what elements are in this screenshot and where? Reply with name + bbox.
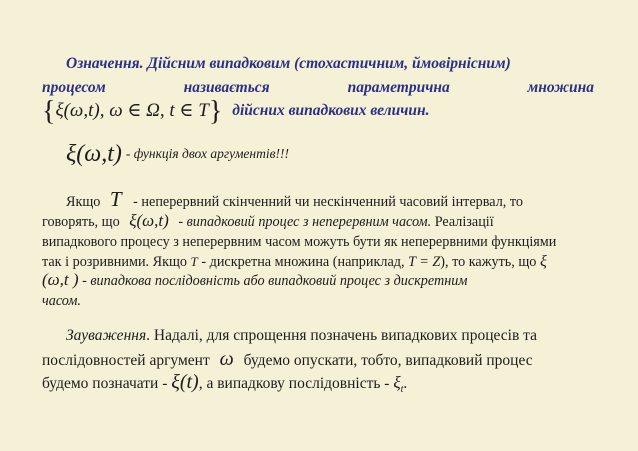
p1-line4-mid: - дискретна множина (наприклад, [201,254,405,270]
remark-line-3 [42,371,407,395]
remark-line-2 [42,348,533,371]
remark-xi-subscript: t [400,384,404,396]
remark-line2-start: послідовностей аргумент [42,352,210,369]
p1-xi-symbol: ξ [539,253,547,270]
p1-line2-start: говорять, що [42,214,120,230]
definition-word-3: параметрична [347,79,450,96]
function-note: - функція двох аргументів!!! [125,146,289,161]
remark-line3-mid: , а випадкову послідовність - [198,375,390,392]
p1-line1-rest: - неперервний скінченний чи нескінченний часовий інтервал, то [133,194,523,210]
paragraph1-line-3: випадкового процесу з неперервним часом можуть бути як неперервними функціями [42,234,557,250]
remark-line-1 [66,327,537,345]
definition-tail: дійсних випадкових величин. [232,102,430,119]
remark-label: Зауваження [66,327,147,344]
paragraph1-line-2 [42,211,494,231]
definition-word-1: процесом [42,79,106,96]
p1-continuous-process: - випадковий процес з неперервним часом. [178,214,432,230]
p1-T-equals-Z: T = Z [408,254,441,270]
p1-word-if: Якщо [66,194,101,210]
p1-symbol-T2: T [190,254,198,269]
p1-omega-t-formula: (ω,t ) [42,270,79,289]
remark-omega: ω [219,348,234,370]
p1-symbol-T: T [109,187,122,211]
paragraph1-line-4 [42,253,547,271]
p1-xi-formula: ξ(ω,t) [129,211,169,230]
xi-omega-t-formula: ξ(ω,t) [66,141,122,167]
remark-line2-end: будемо опускати, тобто, випадковий процес [243,352,533,369]
definition-line-3 [42,96,429,128]
set-expression: ξ(ω,t), ω ∈ Ω, t ∈ T [55,100,209,121]
paragraph1-line-1 [66,187,596,212]
p1-random-sequence: - випадкова послідовність або випадковий процес з дискретним [82,273,468,289]
paragraph1-line-6: часом. [42,293,81,309]
remark-line3-start: будемо позначати - [42,375,168,392]
definition-word-2: називається [183,79,270,96]
definition-word-4: множина [527,79,594,96]
set-close-brace: } [208,96,223,127]
remark-line1-rest: . Надалі, для спрощення позначень випадкових процесів та [146,327,538,344]
p1-line4-start: так і розривними. Якщо [42,254,187,270]
paragraph1-line-5 [42,270,467,290]
definition-line-2 [42,79,594,97]
function-line [66,141,289,168]
definition-line-1: Означення. Дійсним випадковим (стохастичним, ймовірнісним) [66,55,511,72]
p1-line4-end: ), то кажуть, що [440,254,537,270]
set-open-brace: { [42,96,56,127]
remark-xi-t-formula: ξ(t) [171,371,199,393]
remark-line3-end: . [403,375,408,392]
remark-xi-symbol: ξ [393,373,401,392]
p1-line2-end: Реалізації [434,214,494,230]
